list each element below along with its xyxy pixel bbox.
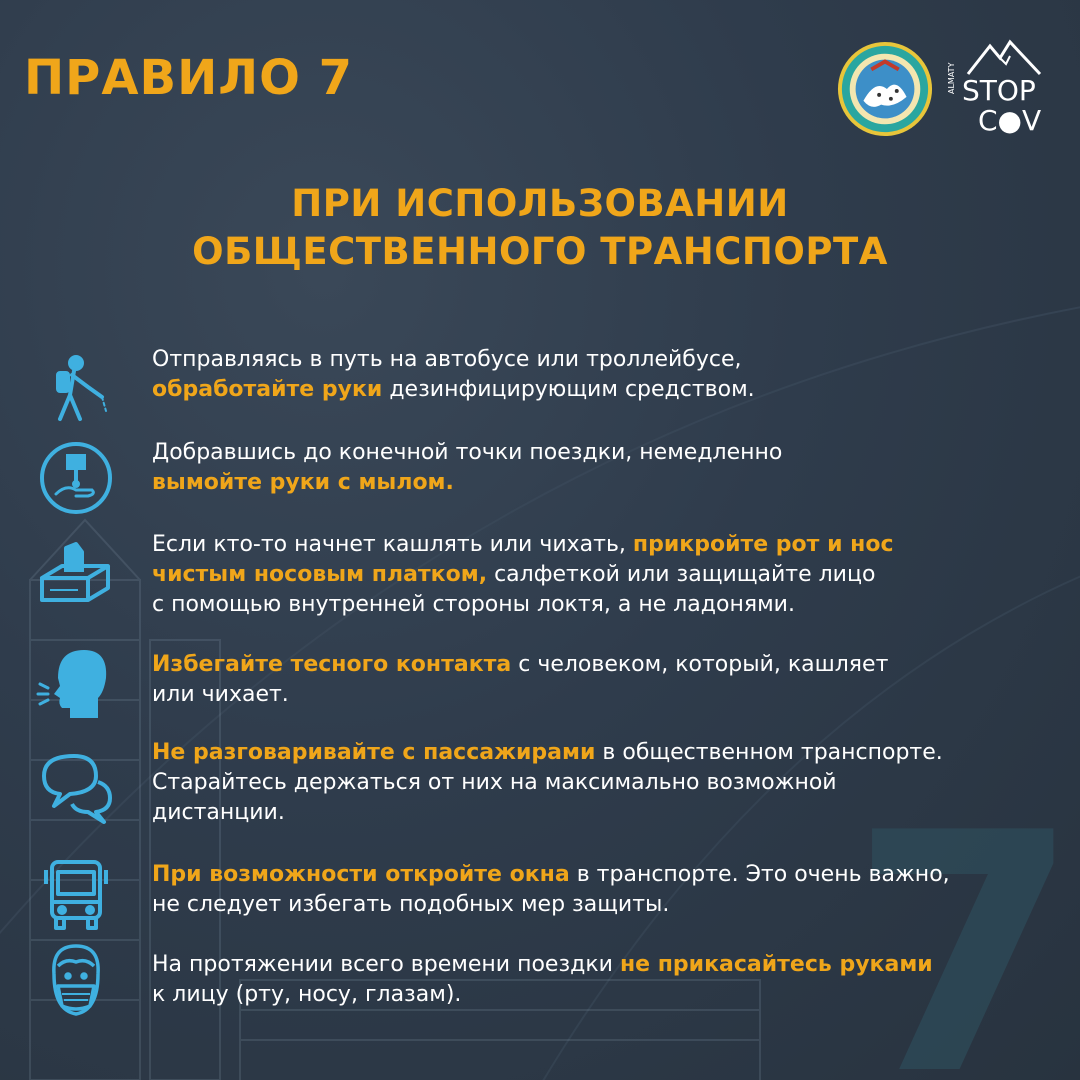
stopcov-logo (944, 34, 1056, 136)
headline-line-1: ПРИ ИСПОЛЬЗОВАНИИ (291, 182, 789, 225)
body-text: Добравшись до конечной точки поездки, немедленно (152, 440, 783, 465)
highlight-text: обработайте руки (152, 377, 383, 402)
face-mask-icon (36, 940, 116, 1020)
body-text: Если кто-то начнет кашлять или чихать, (152, 532, 633, 557)
highlight-text: не прикасайтесь руками (619, 952, 933, 977)
body-text: или чихает. (152, 682, 289, 707)
almaty-seal-logo (836, 40, 934, 138)
rule-title: ПРАВИЛО 7 (24, 50, 354, 106)
bus-icon (36, 856, 116, 936)
speech-bubbles-icon (36, 748, 116, 828)
almaty-label: ALMATY (947, 62, 956, 94)
body-text: с помощью внутренней стороны локтя, а не ладонями. (152, 592, 795, 617)
body-text: дезинфицирующим средством. (382, 377, 755, 402)
body-text: с человеком, который, кашляет (511, 652, 889, 677)
highlight-text: Не разговаривайте с пассажирами (152, 740, 596, 765)
body-text: На протяжении всего времени поездки (152, 952, 620, 977)
person-spraying-icon (36, 353, 116, 433)
coughing-head-icon (36, 644, 116, 724)
rule-text-7 (152, 950, 1052, 1010)
body-text: дистанции. (152, 800, 285, 825)
body-text: Отправляясь в путь на автобусе или троллейбусе, (152, 347, 742, 372)
body-text: к лицу (рту, носу, глазам). (152, 982, 462, 1007)
body-text: не следует избегать подобных мер защиты. (152, 892, 670, 917)
stop-label: STOP (962, 74, 1036, 107)
body-text: салфеткой или защищайте лицо (487, 562, 876, 587)
headline (0, 180, 1080, 276)
rule-text-3 (152, 530, 1052, 620)
highlight-text: вымойте руки с мылом. (152, 470, 454, 495)
hand-sanitizer-icon (36, 438, 116, 518)
tissue-box-icon (36, 534, 116, 614)
body-text: в транспорте. Это очень важно, (569, 862, 950, 887)
highlight-text: Избегайте тесного контакта (152, 652, 512, 677)
body-text: в общественном транспорте. (595, 740, 943, 765)
rule-text-2 (152, 438, 1052, 498)
rule-text-4 (152, 650, 1052, 710)
rule-text-5 (152, 738, 1052, 828)
highlight-text: прикройте рот и нос (632, 532, 894, 557)
rule-text-6 (152, 860, 1052, 920)
highlight-text: чистым носовым платком, (152, 562, 488, 587)
headline-line-2: ОБЩЕСТВЕННОГО ТРАНСПОРТА (192, 230, 888, 273)
rule-text-1 (152, 345, 1052, 405)
cov-label: C●V (978, 104, 1042, 136)
background-number: 7 (850, 763, 1080, 1080)
body-text: Старайтесь держаться от них на максимально возможной (152, 770, 837, 795)
highlight-text: При возможности откройте окна (152, 862, 570, 887)
